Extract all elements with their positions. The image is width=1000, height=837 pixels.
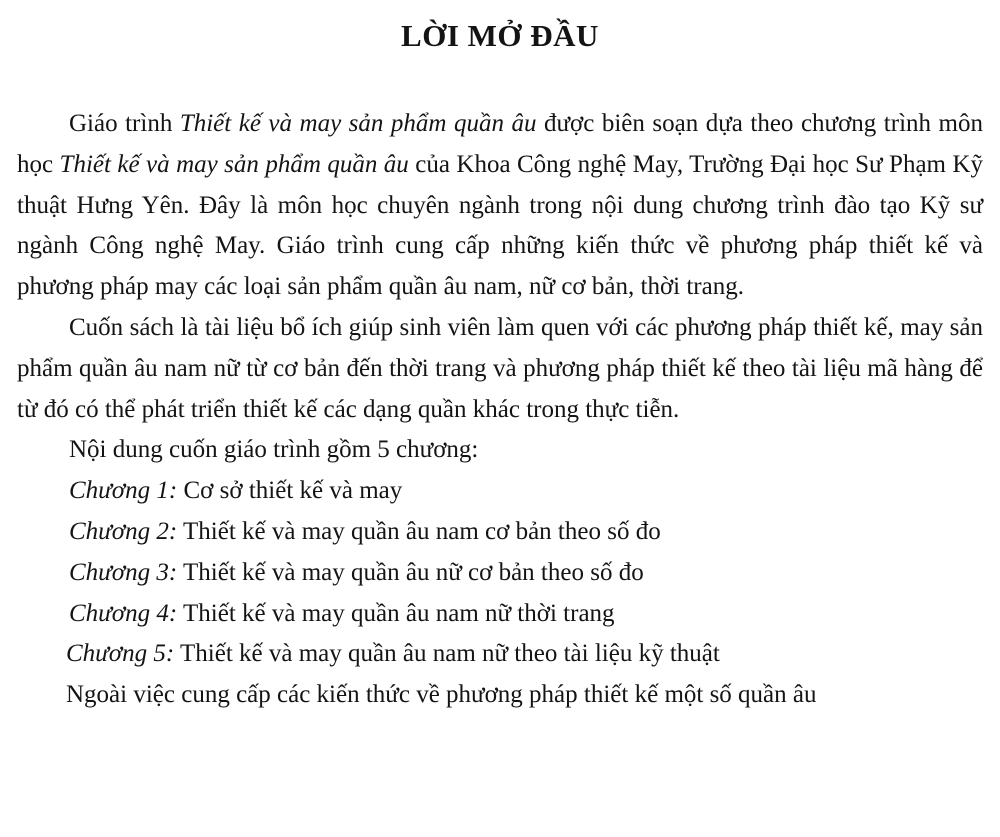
- chapter-item: [17, 512, 983, 553]
- chapter-title: Thiết kế và may quần âu nam cơ bản theo số đo: [177, 517, 661, 545]
- intro-paragraph: [17, 104, 983, 308]
- intro-text-3: của Khoa Công nghệ May, Trường Đại học Sư Phạm Kỹ thuật Hưng Yên. Đây là môn học chuyên ngành trong nội dung chương trình đào tạo Kỹ sư ngành Công nghệ May. Giáo trình cung cấp những kiến thức về phương pháp thiết kế và phương pháp may các loại sản phẩm quần âu nam, nữ cơ bản, thời trang.: [17, 150, 983, 301]
- chapter-label: Chương 4:: [69, 599, 178, 627]
- intro-text-1: Giáo trình: [69, 110, 180, 137]
- chapter-label: Chương 1:: [69, 477, 178, 505]
- closing-paragraph-start: Ngoài việc cung cấp các kiến thức về phương pháp thiết kế một số quần âu: [66, 681, 817, 709]
- contents-intro: Nội dung cuốn giáo trình gồm 5 chương:: [69, 436, 479, 464]
- purpose-paragraph: Cuốn sách là tài liệu bổ ích giúp sinh viên làm quen với các phương pháp thiết kế, may sản phẩm quần âu nam nữ từ cơ bản đến thời trang và phương pháp thiết kế theo tài liệu mã hàng để từ đó có thể phát triển thiết kế các dạng quần khác trong thực tiễn.: [17, 313, 983, 423]
- chapter-label: Chương 2:: [69, 517, 178, 545]
- page-title: LỜI MỞ ĐẦU: [401, 18, 599, 53]
- course-title-italic-1: Thiết kế và may sản phẩm quần âu: [179, 110, 537, 137]
- intro-text-2: được biên soạn dựa theo chương trình môn học: [17, 110, 983, 178]
- chapter-label: Chương 3:: [69, 558, 178, 586]
- chapter-title: Thiết kế và may quần âu nam nữ theo tài liệu kỹ thuật: [174, 640, 720, 668]
- chapter-title: Cơ sở thiết kế và may: [177, 477, 403, 505]
- document-body: [17, 104, 983, 716]
- chapter-item: [17, 634, 983, 675]
- chapter-label: Chương 5:: [66, 640, 175, 668]
- chapter-title: Thiết kế và may quần âu nữ cơ bản theo số đo: [177, 558, 644, 586]
- chapter-item: [17, 471, 983, 512]
- course-title-italic-2: Thiết kế và may sản phẩm quần âu: [59, 150, 409, 178]
- chapter-title: Thiết kế và may quần âu nam nữ thời trang: [177, 599, 615, 627]
- chapter-item: [17, 553, 983, 594]
- chapter-item: [17, 594, 983, 635]
